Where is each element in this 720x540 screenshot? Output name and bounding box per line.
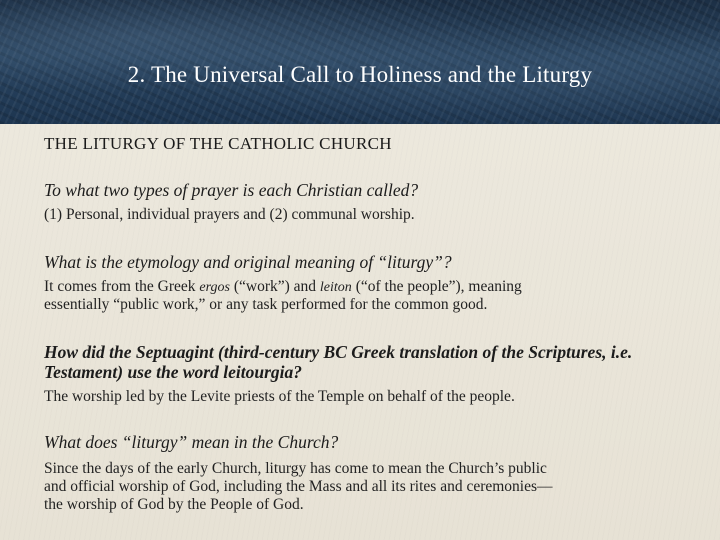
answer-1: (1) Personal, individual prayers and (2) communal worship. <box>44 206 415 223</box>
question-1: To what two types of prayer is each Christian called? <box>44 180 419 200</box>
answer-2-line-2: essentially “public work,” or any task performed for the common good. <box>44 296 488 313</box>
title-banner <box>0 0 720 124</box>
subheading: THE LITURGY OF THE CATHOLIC CHURCH <box>44 134 392 153</box>
question-3-line-2: Testament) use the word leitourgia? <box>44 362 302 382</box>
question-3-line-1: How did the Septuagint (third-century BC Greek translation of the Scriptures, i.e. <box>44 342 633 362</box>
slide-body <box>0 124 720 540</box>
question-4: What does “liturgy” mean in the Church? <box>44 432 339 452</box>
answer-4-line-3: the worship of God by the People of God. <box>44 496 304 513</box>
answer-2-line-1: It comes from the Greek ergos (“work”) and leiton (“of the people”), meaning <box>44 278 522 295</box>
answer-4-line-1: Since the days of the early Church, liturgy has come to mean the Church’s public <box>44 460 547 477</box>
answer-3: The worship led by the Levite priests of the Temple on behalf of the people. <box>44 388 515 405</box>
slide-title: 2. The Universal Call to Holiness and the Liturgy <box>127 62 593 87</box>
question-2: What is the etymology and original meaning of “liturgy”? <box>44 252 452 272</box>
answer-4-line-2: and official worship of God, including the Mass and all its rites and ceremonies— <box>44 478 553 495</box>
